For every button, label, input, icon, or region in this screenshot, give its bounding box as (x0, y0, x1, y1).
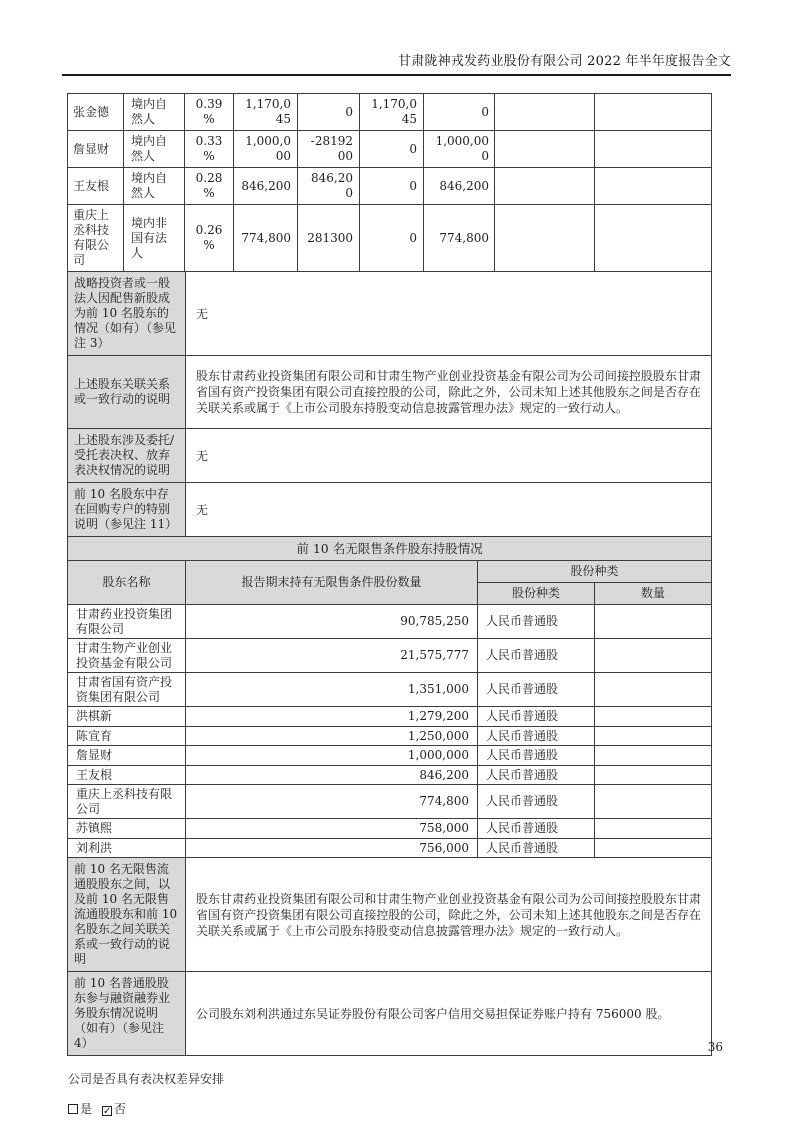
pledge-status-cell (495, 168, 595, 205)
top-table-notes (67, 271, 712, 537)
pledge-qty-cell (595, 94, 712, 131)
header-row (68, 561, 712, 583)
col-header-amount: 数量 (595, 583, 712, 605)
note-label: 前 10 名无限售流通股股东之间，以及前 10 名无限售流通股股东和前 10 名股东之间关联关系或一致行动的说明 (68, 858, 186, 972)
table-row (68, 639, 712, 673)
checkbox-yes-label: 是 (80, 1102, 93, 1116)
shareholder-name-cell: 洪棋新 (68, 707, 186, 727)
section-band-title: 前 10 名无限售条件股东持股情况 (68, 537, 712, 561)
voting-difference-question: 公司是否具有表决权差异安排 (68, 1072, 225, 1086)
ratio-cell: 0.33% (185, 131, 234, 168)
note-row (68, 483, 712, 537)
unlimited-shares-cell: 846,200 (424, 168, 495, 205)
pledge-status-cell (495, 205, 595, 272)
shareholder-nature-cell: 境内非国有法人 (124, 205, 185, 272)
table-row (68, 838, 712, 858)
checkbox-no-label: 否 (114, 1102, 127, 1116)
amount-cell (595, 838, 712, 858)
unrestricted-qty-cell: 1,250,000 (186, 726, 478, 746)
unlimited-shareholders-table (67, 536, 712, 858)
unlimited-shares-cell: 774,800 (424, 205, 495, 272)
pledge-qty-cell (595, 131, 712, 168)
unrestricted-qty-cell: 1,351,000 (186, 673, 478, 707)
checkbox-yes-box (68, 1104, 78, 1114)
checkbox-no (102, 1100, 126, 1117)
change-cell: -2819200 (298, 131, 360, 168)
share-class-cell: 人民币普通股 (478, 639, 595, 673)
checkbox-yes (68, 1100, 92, 1117)
note-value: 无 (186, 429, 712, 483)
amount-cell (595, 765, 712, 785)
shareholder-nature-cell: 境内自然人 (124, 94, 185, 131)
limited-shares-cell: 0 (360, 131, 424, 168)
pledge-qty-cell (595, 205, 712, 272)
shareholder-name-cell: 刘利洪 (68, 838, 186, 858)
col-header-share-class: 股份种类 (478, 583, 595, 605)
col-header-share-class-group: 股份种类 (478, 561, 712, 583)
shareholder-name-cell: 甘肃药业投资集团有限公司 (68, 605, 186, 639)
share-class-cell: 人民币普通股 (478, 605, 595, 639)
shareholder-nature-cell: 境内自然人 (124, 131, 185, 168)
note-row (68, 972, 712, 1056)
unrestricted-qty-cell: 774,800 (186, 785, 478, 819)
table-row (68, 819, 712, 839)
unlimited-shares-cell: 0 (424, 94, 495, 131)
note-value: 股东甘肃药业投资集团有限公司和甘肃生物产业创业投资基金有限公司为公司间接控股股东甘肃省国有资产投资集团有限公司直接控股的公司，除此之外，公司未知上述其他股东之间是否存在关联关系或属于《上市公司股东持股变动信息披露管理办法》规定的一致行动人。 (186, 858, 712, 972)
unlimited-shares-cell: 1,000,000 (424, 131, 495, 168)
unrestricted-qty-cell: 756,000 (186, 838, 478, 858)
shareholder-name-cell: 张金德 (68, 94, 124, 131)
share-class-cell: 人民币普通股 (478, 785, 595, 819)
shares-cell: 1,000,000 (234, 131, 298, 168)
table-row (68, 605, 712, 639)
limited-shares-cell: 0 (360, 205, 424, 272)
table-row (68, 673, 712, 707)
unrestricted-qty-cell: 846,200 (186, 765, 478, 785)
table-row (68, 746, 712, 766)
note-label: 上述股东涉及委托/受托表决权、放弃表决权情况的说明 (68, 429, 186, 483)
col-header-shareholder: 股东名称 (68, 561, 186, 605)
pledge-qty-cell (595, 168, 712, 205)
col-header-qty: 报告期末持有无限售条件股份数量 (186, 561, 478, 605)
note-value: 无 (186, 483, 712, 537)
shares-cell: 846,200 (234, 168, 298, 205)
shareholder-name-cell: 重庆上丞科技有限公司 (68, 205, 124, 272)
amount-cell (595, 707, 712, 727)
shareholder-name-cell: 重庆上丞科技有限公司 (68, 785, 186, 819)
note-row (68, 272, 712, 356)
table-row (68, 168, 712, 205)
page-number: 36 (707, 1040, 723, 1054)
table-row (68, 94, 712, 131)
table-row (68, 726, 712, 746)
shareholder-name-cell: 詹显财 (68, 131, 124, 168)
shareholder-name-cell: 王友根 (68, 168, 124, 205)
unrestricted-qty-cell: 1,279,200 (186, 707, 478, 727)
report-header-title: 甘肃陇神戎发药业股份有限公司 2022 年半年度报告全文 (398, 54, 731, 69)
note-label: 前 10 名普通股股东参与融资融券业务股东情况说明（如有）（参见注 4） (68, 972, 186, 1056)
amount-cell (595, 785, 712, 819)
amount-cell (595, 673, 712, 707)
amount-cell (595, 639, 712, 673)
header-rule (62, 74, 731, 76)
pledge-status-cell (495, 131, 595, 168)
change-cell: 281300 (298, 205, 360, 272)
pledge-status-cell (495, 94, 595, 131)
share-class-cell: 人民币普通股 (478, 746, 595, 766)
note-value: 公司股东刘利洪通过东吴证券股份有限公司客户信用交易担保证券账户持有 756000 股。 (186, 972, 712, 1056)
share-class-cell: 人民币普通股 (478, 726, 595, 746)
shareholder-name-cell: 陈宣育 (68, 726, 186, 746)
ratio-cell: 0.28% (185, 168, 234, 205)
amount-cell (595, 819, 712, 839)
table-row (68, 707, 712, 727)
shareholder-name-cell: 甘肃生物产业创业投资基金有限公司 (68, 639, 186, 673)
page-content (67, 93, 711, 1117)
limited-shares-cell: 1,170,045 (360, 94, 424, 131)
table-row (68, 205, 712, 272)
shareholder-name-cell: 甘肃省国有资产投资集团有限公司 (68, 673, 186, 707)
table-row (68, 765, 712, 785)
shares-cell: 1,170,045 (234, 94, 298, 131)
change-cell: 0 (298, 94, 360, 131)
table-row (68, 131, 712, 168)
share-class-cell: 人民币普通股 (478, 673, 595, 707)
share-class-cell: 人民币普通股 (478, 707, 595, 727)
table-row (68, 785, 712, 819)
unrestricted-qty-cell: 758,000 (186, 819, 478, 839)
unrestricted-qty-cell: 90,785,250 (186, 605, 478, 639)
unrestricted-qty-cell: 21,575,777 (186, 639, 478, 673)
note-label: 战略投资者或一般法人因配售新股成为前 10 名股东的情况（如有）（参见注 3） (68, 272, 186, 356)
note-row (68, 356, 712, 429)
limited-shares-cell: 0 (360, 168, 424, 205)
checkbox-no-box-checked: ✓ (103, 1106, 112, 1117)
note-value: 无 (186, 272, 712, 356)
top-shareholders-table (67, 93, 712, 272)
section-band-row (68, 537, 712, 561)
note-row (68, 429, 712, 483)
amount-cell (595, 746, 712, 766)
shares-cell: 774,800 (234, 205, 298, 272)
shareholder-name-cell: 苏镇熙 (68, 819, 186, 839)
amount-cell (595, 726, 712, 746)
change-cell: 846,200 (298, 168, 360, 205)
shareholder-name-cell: 王友根 (68, 765, 186, 785)
note-label: 前 10 名股东中存在回购专户的特别说明（参见注 11） (68, 483, 186, 537)
amount-cell (595, 605, 712, 639)
note-label: 上述股东关联关系或一致行动的说明 (68, 356, 186, 429)
ratio-cell: 0.26% (185, 205, 234, 272)
ratio-cell: 0.39% (185, 94, 234, 131)
share-class-cell: 人民币普通股 (478, 838, 595, 858)
voting-difference-answer (67, 1100, 711, 1117)
shareholder-name-cell: 詹显财 (68, 746, 186, 766)
share-class-cell: 人民币普通股 (478, 765, 595, 785)
note-row (68, 858, 712, 972)
share-class-cell: 人民币普通股 (478, 819, 595, 839)
shareholder-nature-cell: 境内自然人 (124, 168, 185, 205)
note-value: 股东甘肃药业投资集团有限公司和甘肃生物产业创业投资基金有限公司为公司间接控股股东甘肃省国有资产投资集团有限公司直接控股的公司，除此之外，公司未知上述其他股东之间是否存在关联关系或属于《上市公司股东持股变动信息披露管理办法》规定的一致行动人。 (186, 356, 712, 429)
unrestricted-qty-cell: 1,000,000 (186, 746, 478, 766)
unlimited-table-notes (67, 857, 712, 1056)
